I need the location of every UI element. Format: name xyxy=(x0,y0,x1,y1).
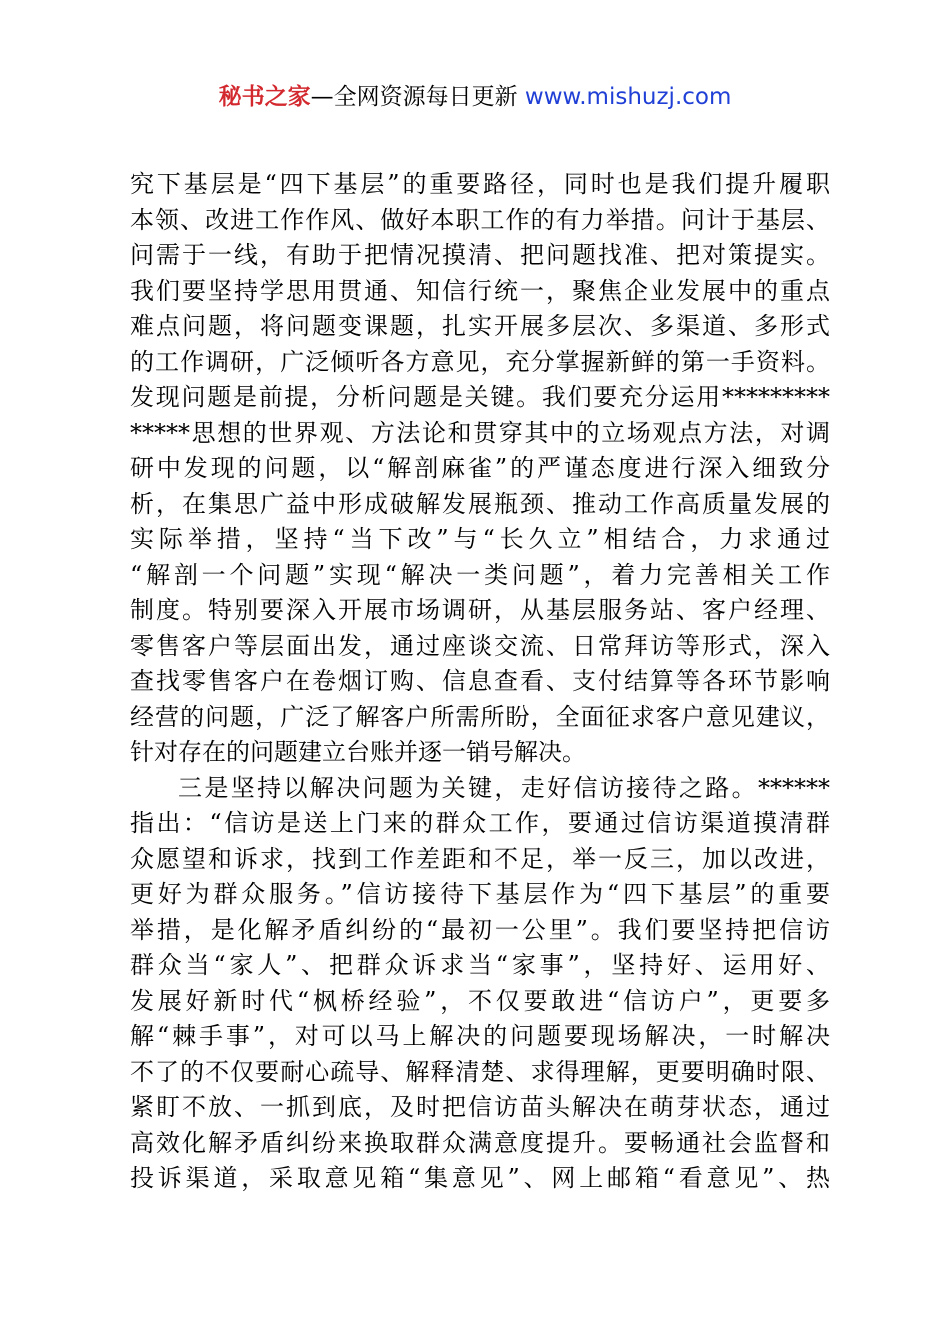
text-line-paragraph-end: 针对存在的问题建立台账并逐一销号解决。 xyxy=(130,738,586,766)
site-header xyxy=(0,80,950,114)
text-line-paragraph-start: 三是坚持以解决问题为关键，走好信访接待之路。****** xyxy=(178,773,830,802)
text-line: 群众当“家人”、把群众诉求当“家事”，坚持好、运用好、 xyxy=(130,951,830,979)
text-line: 指出：“信访是送上门来的群众工作，要通过信访渠道摸清群 xyxy=(130,809,830,837)
text-line: 众愿望和诉求，找到工作差距和不足，举一反三，加以改进， xyxy=(130,844,830,873)
text-line: *****思想的世界观、方法论和贯穿其中的立场观点方法，对调 xyxy=(130,418,830,447)
text-line: 更好为群众服务。”信访接待下基层作为“四下基层”的重要 xyxy=(130,880,830,908)
text-line: 投诉渠道，采取意见箱“集意见”、网上邮箱“看意见”、热 xyxy=(130,1164,830,1192)
text-line: 高效化解矛盾纠纷来换取群众满意度提升。要畅通社会监督和 xyxy=(130,1128,830,1157)
text-line: 本领、改进工作作风、做好本职工作的有力举措。问计于基层、 xyxy=(130,205,830,234)
site-url-link[interactable]: www.mishuzj.com xyxy=(524,84,732,110)
text-line: 析，在集思广益中形成破解发展瓶颈、推动工作高质量发展的 xyxy=(130,489,830,518)
header-tagline: 全网资源每日更新 xyxy=(333,84,518,110)
text-line: 经营的问题，广泛了解客户所需所盼，全面征求客户意见建议， xyxy=(130,702,830,731)
text-line: 不了的不仅要耐心疏导、解释清楚、求得理解，更要明确时限、 xyxy=(130,1057,830,1086)
text-line: 制度。特别要深入开展市场调研，从基层服务站、客户经理、 xyxy=(130,596,830,624)
text-line: 问需于一线，有助于把情况摸清、把问题找准、把对策提实。 xyxy=(130,241,830,269)
document-body xyxy=(130,167,830,1197)
text-line: 的工作调研，广泛倾听各方意见，充分掌握新鲜的第一手资料。 xyxy=(130,347,830,376)
text-line: 查找零售客户在卷烟订购、信息查看、支付结算等各环节影响 xyxy=(130,667,830,695)
text-line: 举措，是化解矛盾纠纷的“最初一公里”。我们要坚持把信访 xyxy=(130,915,830,944)
text-line: “解剖一个问题”实现“解决一类问题”，着力完善相关工作 xyxy=(130,560,830,589)
text-line: 零售客户等层面出发，通过座谈交流、日常拜访等形式，深入 xyxy=(130,631,830,660)
text-line: 发展好新时代“枫桥经验”，不仅要敢进“信访户”，更要多 xyxy=(130,986,830,1015)
text-line: 难点问题，将问题变课题，扎实开展多层次、多渠道、多形式 xyxy=(130,312,830,340)
text-line: 解“棘手事”，对可以马上解决的问题要现场解决，一时解决 xyxy=(130,1022,830,1050)
text-line: 我们要坚持学思用贯通、知信行统一，聚焦企业发展中的重点 xyxy=(130,276,830,305)
brand-name: 秘书之家 xyxy=(218,84,311,110)
text-line: 研中发现的问题，以“解剖麻雀”的严谨态度进行深入细致分 xyxy=(130,454,830,482)
text-line: 紧盯不放、一抓到底，及时把信访苗头解决在萌芽状态，通过 xyxy=(130,1093,830,1121)
text-line: 究下基层是“四下基层”的重要路径，同时也是我们提升履职 xyxy=(130,170,830,198)
text-line: 发现问题是前提，分析问题是关键。我们要充分运用********* xyxy=(130,383,830,411)
text-line: 实际举措，坚持“当下改”与“长久立”相结合，力求通过 xyxy=(130,525,830,553)
header-separator: — xyxy=(310,84,334,110)
